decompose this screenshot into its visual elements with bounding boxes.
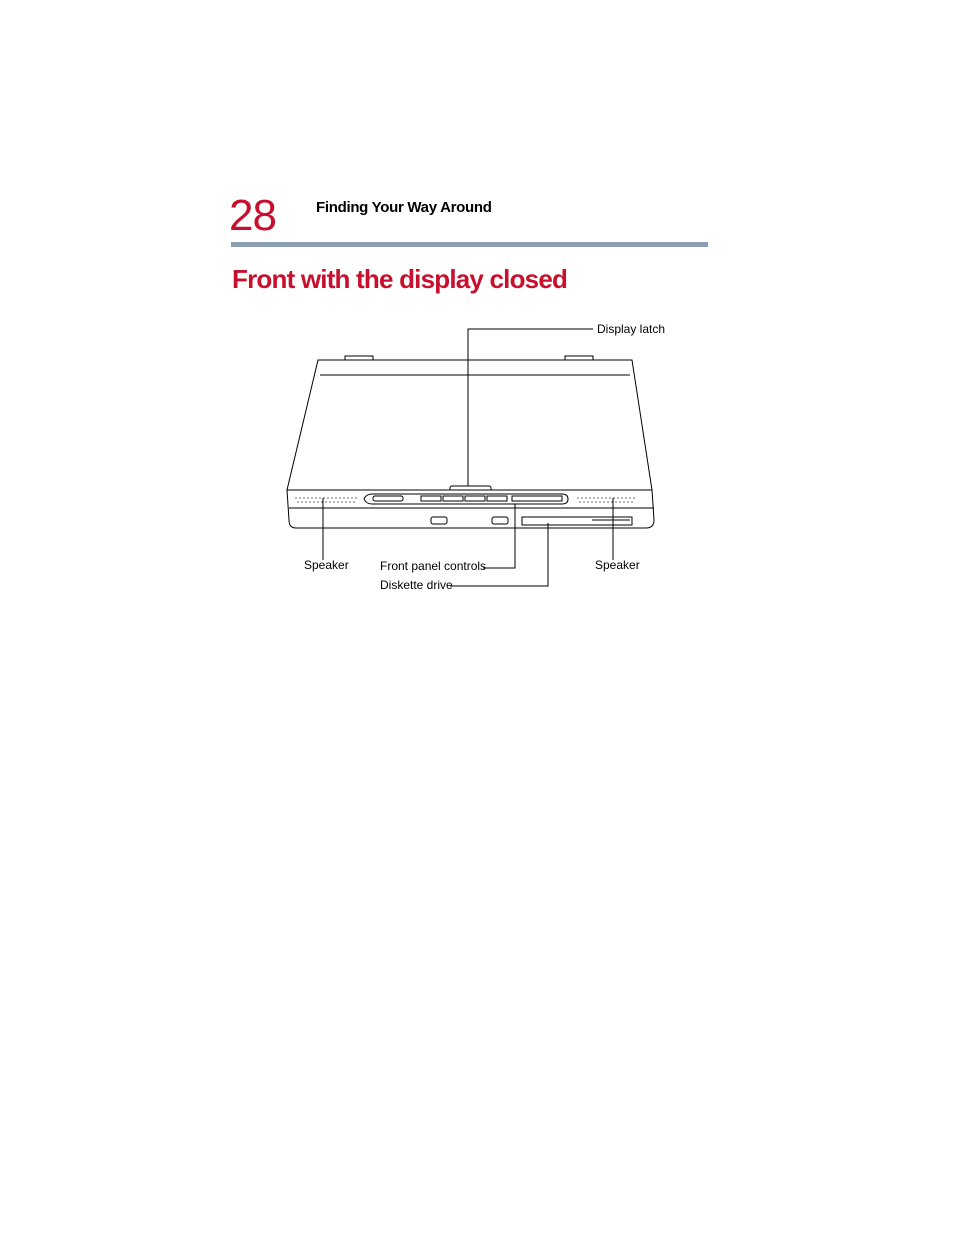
label-front-panel-controls: Front panel controls (380, 559, 487, 573)
label-display-latch: Display latch (597, 322, 666, 336)
label-diskette-drive: Diskette drive (380, 578, 453, 592)
laptop-lid (287, 360, 652, 490)
running-head: Finding Your Way Around (316, 199, 492, 216)
label-speaker-left: Speaker (304, 558, 349, 572)
section-title: Front with the display closed (232, 264, 568, 294)
lid-hinge-left (345, 356, 373, 360)
page-number: 28 (229, 191, 276, 240)
leader-diskette (450, 523, 548, 586)
label-speaker-right: Speaker (595, 558, 640, 572)
lid-hinge-right (565, 356, 593, 360)
